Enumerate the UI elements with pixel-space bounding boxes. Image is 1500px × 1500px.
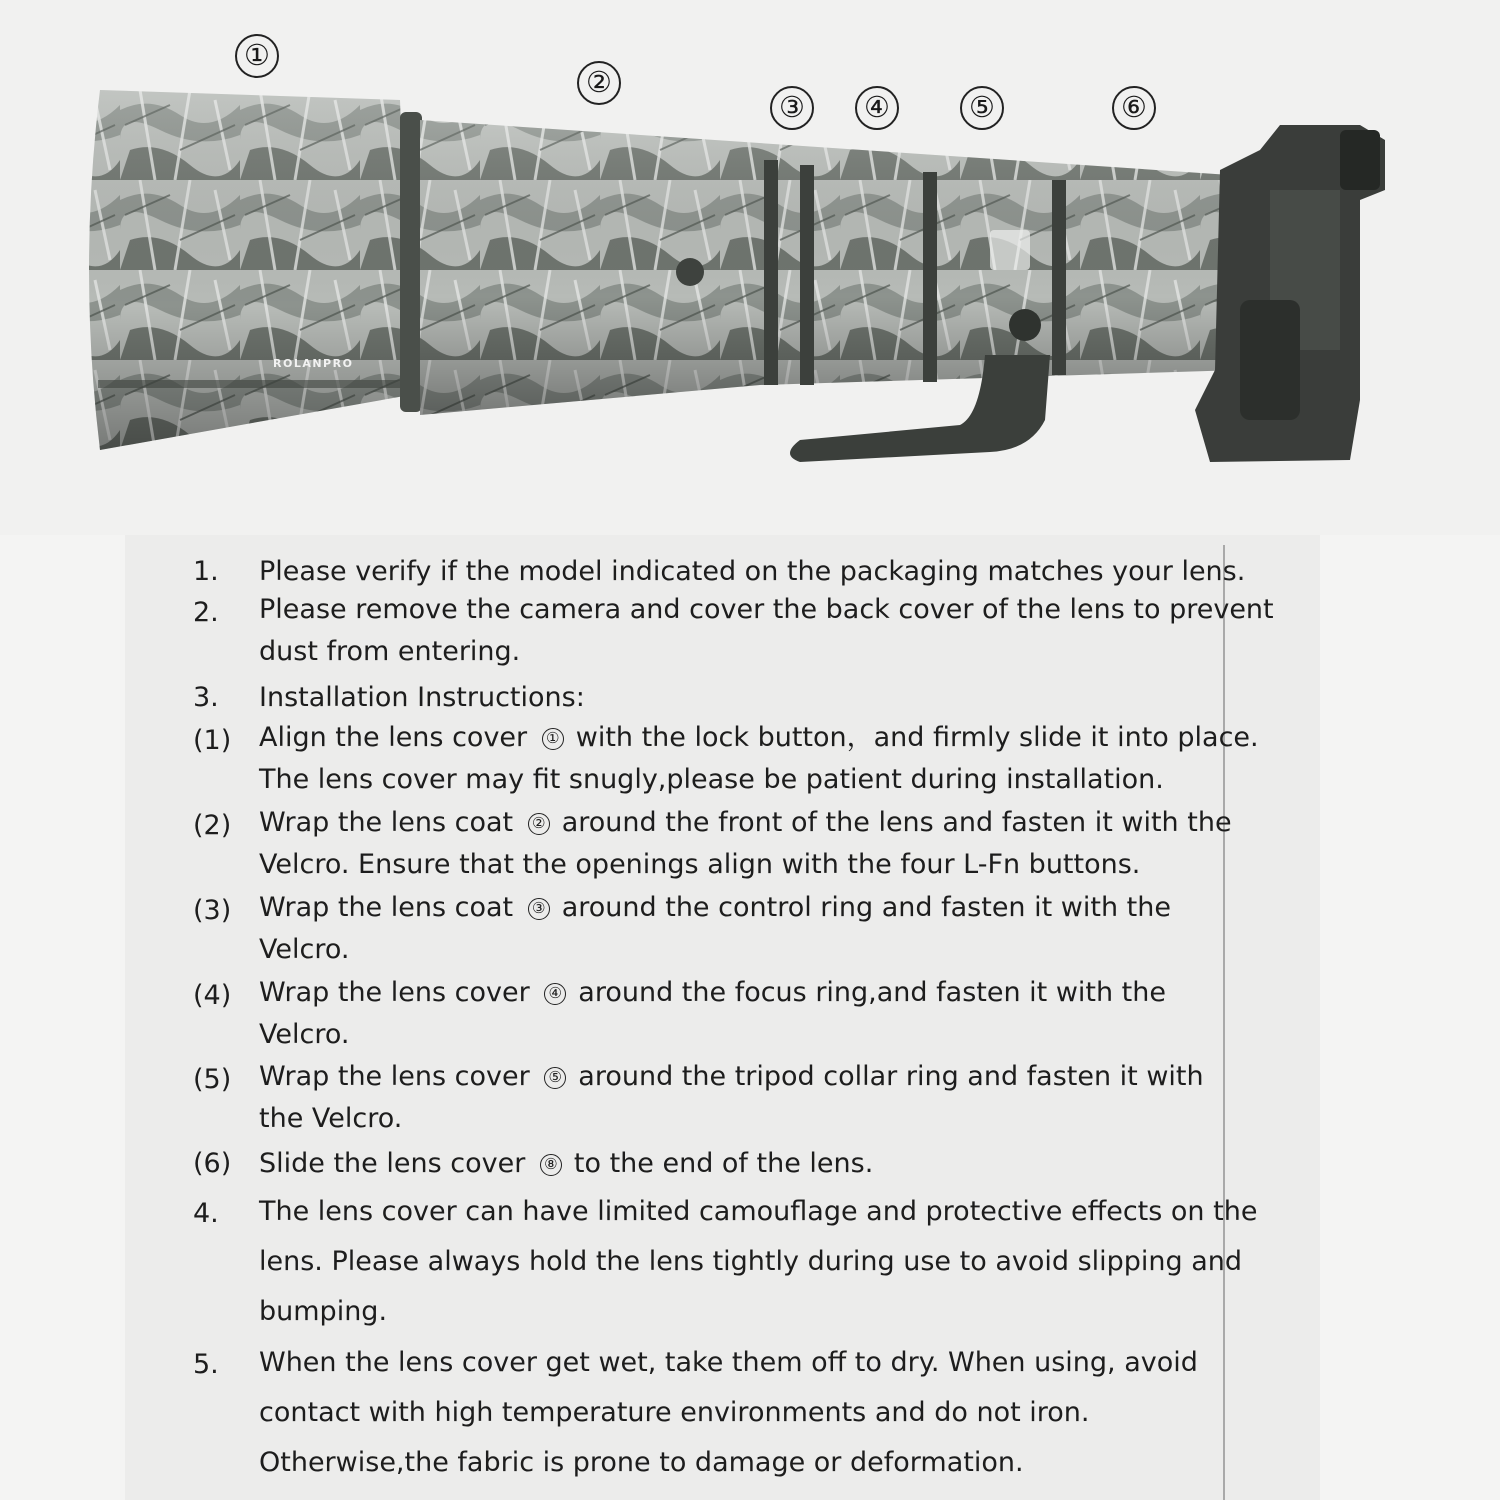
- step-number: (4): [193, 980, 232, 1011]
- item-text: When the lens cover get wet, take them off to dry. When using, avoid contact with high temperature environments and do not iron. Otherwise,the fabric is prone to damage or deformation.: [259, 1347, 1198, 1478]
- step-text: Wrap the lens cover ④ around the focus ring,and fasten it with the Velcro.: [259, 977, 1166, 1050]
- callout-2: ②: [577, 61, 621, 105]
- item-number: 1.: [193, 556, 219, 587]
- item-text: Please remove the camera and cover the back cover of the lens to prevent dust from entering.: [259, 594, 1274, 667]
- part-marker: ⑤: [544, 1067, 566, 1089]
- callout-6: ⑥: [1112, 86, 1156, 130]
- step-text: Wrap the lens cover ⑤ around the tripod collar ring and fasten it with the Velcro.: [259, 1061, 1204, 1134]
- callout-3: ③: [770, 86, 814, 130]
- step-number: (6): [193, 1148, 232, 1179]
- step-text: Align the lens cover ① with the lock button，and firmly slide it into place. The lens cover may fit snugly,please be patient during installation.: [259, 722, 1259, 795]
- step-number: (1): [193, 725, 232, 756]
- step-text: Wrap the lens coat ③ around the control ring and fasten it with the Velcro.: [259, 892, 1171, 965]
- item-number: 4.: [193, 1198, 219, 1229]
- item-number: 3.: [193, 682, 219, 713]
- part-marker: ④: [544, 983, 566, 1005]
- part-marker: ③: [528, 898, 550, 920]
- item-number: 2.: [193, 597, 219, 628]
- callout-1: ①: [235, 34, 279, 78]
- step-number: (2): [193, 810, 232, 841]
- part-marker: ①: [542, 728, 564, 750]
- step-number: (3): [193, 895, 232, 926]
- brand-logo-text: ROLANPRO: [273, 357, 354, 370]
- item-text: The lens cover can have limited camouflage and protective effects on the lens. Please always hold the lens tightly during use to avoid slipping and bumping.: [259, 1196, 1258, 1327]
- step-text: Wrap the lens coat ② around the front of the lens and fasten it with the Velcro. Ensure that the openings align with the four L-Fn buttons.: [259, 807, 1232, 880]
- step-number: (5): [193, 1064, 232, 1095]
- item-number: 5.: [193, 1349, 219, 1380]
- step-text: Slide the lens cover ⑧ to the end of the lens.: [259, 1148, 874, 1179]
- callout-5: ⑤: [960, 86, 1004, 130]
- item-text: Installation Instructions:: [259, 682, 585, 713]
- callout-4: ④: [855, 86, 899, 130]
- part-marker: ②: [528, 813, 550, 835]
- part-marker: ⑧: [540, 1154, 562, 1176]
- item-text: Please verify if the model indicated on the packaging matches your lens.: [259, 556, 1246, 587]
